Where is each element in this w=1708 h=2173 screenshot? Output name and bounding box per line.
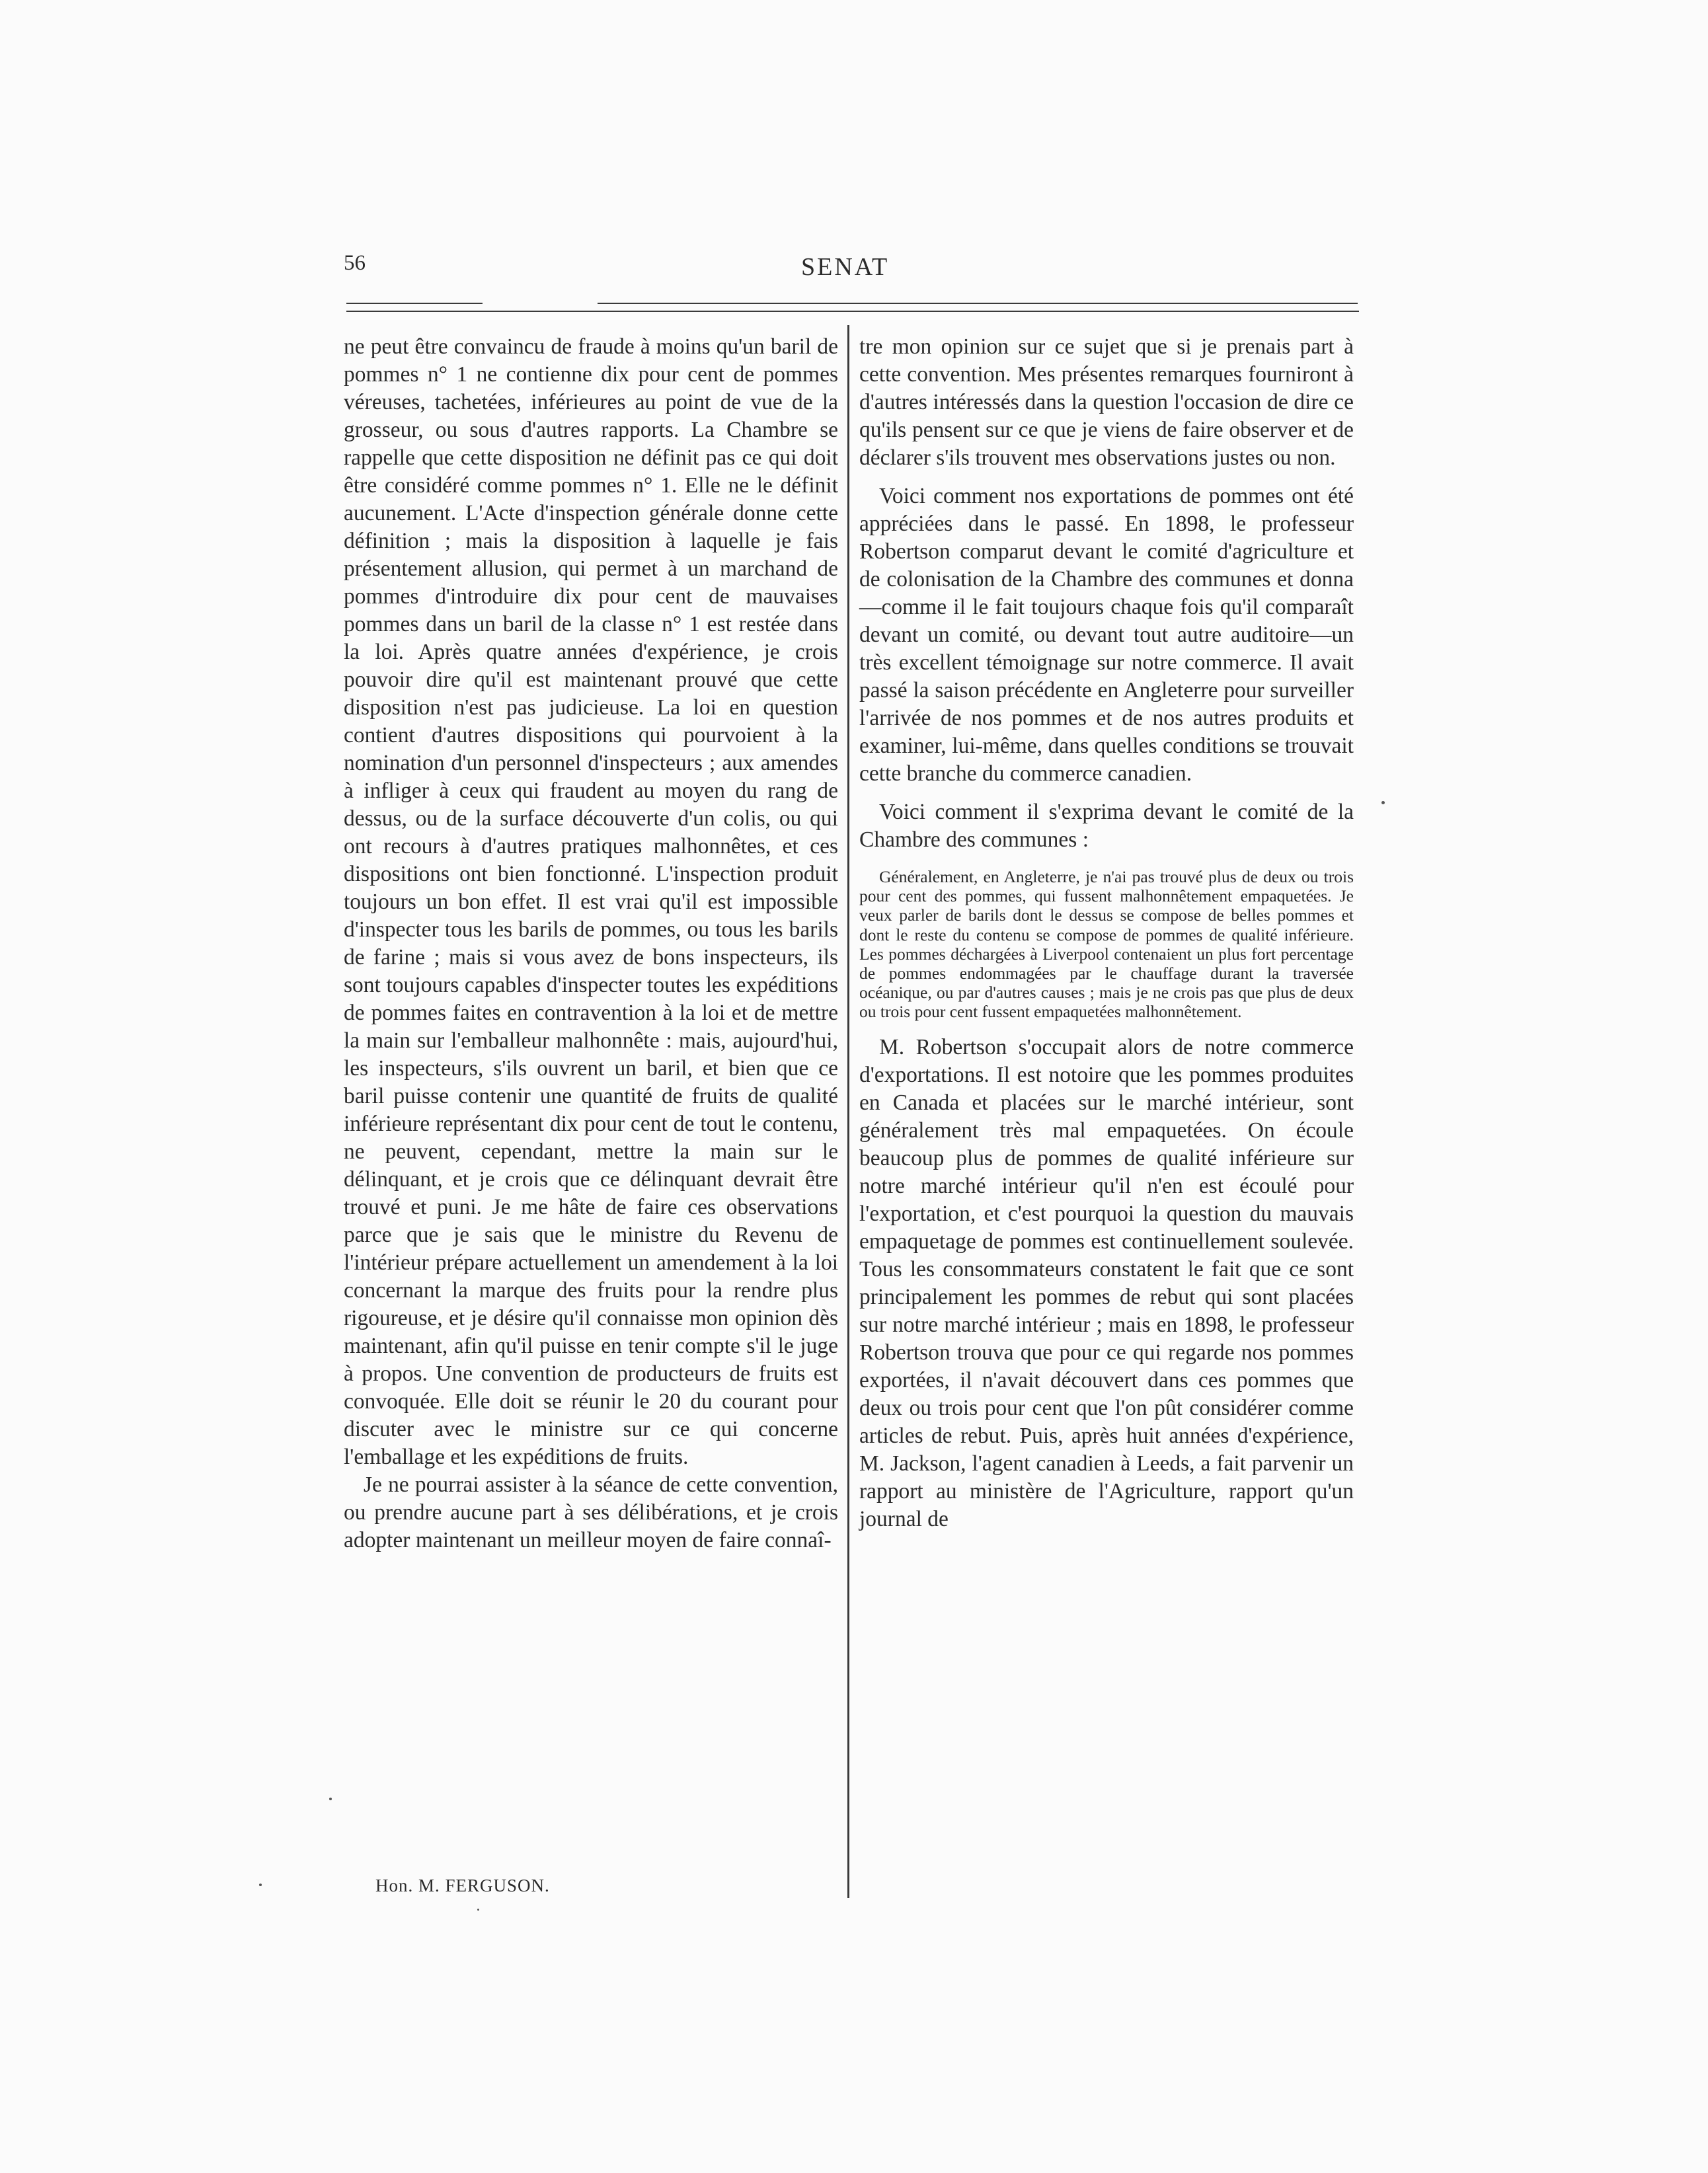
header-rule-short bbox=[346, 303, 483, 304]
scan-speck bbox=[329, 1798, 332, 1800]
header-rule-long bbox=[598, 303, 1358, 304]
right-paragraph-1: tre mon opinion sur ce sujet que si je prenais part à cette convention. Mes présentes remarques fourniront à d'autres intéressés dans la question l'occasion de dire ce qu'ils pensent sur ce que je viens de faire observer et de déclarer s'ils trouvent mes observations justes ou non. bbox=[859, 334, 1354, 470]
left-paragraph-1: ne peut être convaincu de fraude à moins qu'un baril de pommes n° 1 ne contienne dix pour cent de pommes véreuses, tachetées, inférieures au point de vue de la grosseur, ou sous d'autres rapports. La Chambre se rappelle que cette disposition ne définit pas ce qui doit être considéré comme pommes n° 1. Elle ne le définit aucunement. L'Acte d'inspection générale donne cette définition ; mais la disposition à laquelle je fais présentement allusion, qui permet à un marchand de pommes d'introduire dix pour cent de mauvaises pommes dans un baril de la classe n° 1 est restée dans la loi. Après quatre années d'expérience, je crois pouvoir dire qu'il est maintenant prouvé que cette disposition n'est pas judicieuse. La loi en question contient d'autres dispositions qui pourvoient à la nomination d'un personnel d'inspecteurs ; aux amendes à infliger à ceux qui fraudent au moyen du rang de dessus, ou de la surface découverte d'un colis, ou qui ont recours à d'autres pratiques malhonnêtes, et ces dispositions ont bien fonctionné. L'inspection produit toujours un bon effet. Il est vrai qu'il est impossible d'inspecter tous les barils de pommes, ou tous les barils de farine ; mais si vous avez de bons inspecteurs, ils sont toujours capables d'inspecter toutes les expéditions de pommes faites en contravention à la loi et de mettre la main sur l'emballeur malhonnête : mais, aujourd'hui, les inspecteurs, s'ils ouvrent un baril, et bien que ce baril puisse contenir une quantité de fruits de qualité inférieure représentant dix pour cent de tout le contenu, ne peuvent, cependant, mettre la main sur le délinquant, et je crois que ce délinquant devrait être trouvé et puni. Je me hâte de faire ces observations parce que je sais que le ministre du Revenu de l'intérieur prépare actuellement un amendement à la loi concernant la marque des fruits pour la rendre plus rigoureuse, et je désire qu'il connaisse mon opinion dès maintenant, afin qu'il puisse en tenir compte s'il le juge à propos. Une convention de producteurs de fruits est convoquée. Elle doit se réunir le 20 du courant pour discuter avec le ministre sur ce qui concerne l'emballage et les expéditions de fruits. bbox=[344, 334, 838, 1469]
speaker-footer: Hon. M. FERGUSON. bbox=[375, 1876, 550, 1895]
page-number: 56 bbox=[344, 251, 366, 275]
right-paragraph-closing: M. Robertson s'occupait alors de notre commerce d'exportations. Il est notoire que les pommes produites en Canada et placées sur le marché intérieur, sont généralement très mal empaquetées. On écoule beaucoup plus de pommes de qualité inférieure sur notre marché intérieur qu'il n'en est écoulé pour l'exportation, et c'est pourquoi la question du mauvais empaquetage de pommes est continuellement soulevée. Tous les consommateurs constatent le fait que ce sont principalement les pommes de rebut qui sont placées sur notre marché intérieur ; mais en 1898, le professeur Robertson trouva que pour ce qui regarde nos pommes exportées, il n'avait découvert dans ces pommes que deux ou trois pour cent que l'on pût considérer comme articles de rebut. Puis, après huit années d'expérience, M. Jackson, l'agent canadien à Leeds, a fait parvenir un rapport au ministère de l'Agriculture, rapport qu'un journal de bbox=[859, 1034, 1354, 1531]
right-paragraph-3: Voici comment il s'exprima devant le comité de la Chambre des communes : bbox=[859, 800, 1354, 852]
right-paragraph-2: Voici comment nos exportations de pommes ont été appréciées dans le passé. En 1898, le professeur Robertson comparut devant le comité d'agriculture et de colonisation de la Chambre des communes et donna —comme il le fait toujours chaque fois qu'il comparaît devant un comité, ou devant tout autre auditoire—un très excellent témoignage sur notre commerce. Il avait passé la saison précédente en Angleterre pour surveiller l'arrivée de nos pommes et de nos autres produits et examiner, lui-même, dans quelles conditions se trouvait cette branche du commerce canadien. bbox=[859, 484, 1354, 786]
scan-speck bbox=[477, 1909, 479, 1911]
scan-speck bbox=[1381, 801, 1385, 804]
column-divider bbox=[847, 325, 849, 1898]
header-rule-full bbox=[346, 311, 1359, 312]
testimony-quote: Généralement, en Angleterre, je n'ai pas trouvé plus de deux ou trois pour cent des pommes, qui fussent malhonnêtement empaquetées. Je veux parler de barils dont le dessus se compose de belles pommes et dont le reste du contenu se compose de pommes de qualité inférieure. Les pommes déchargées à Liverpool contenaient un plus fort percentage de pommes endommagées par le chauffage durant la traversée océanique, ou par d'autres causes ; mais je ne crois pas que plus de deux ou trois pour cent fussent empaquetées malhonnêtement. bbox=[859, 867, 1354, 1022]
left-paragraph-2: Je ne pourrai assister à la séance de cette convention, ou prendre aucune part à ses délibérations, et je crois adopter maintenant un meilleur moyen de faire connaî- bbox=[344, 1472, 838, 1552]
running-head: SENAT bbox=[801, 253, 890, 281]
scan-speck bbox=[259, 1884, 262, 1886]
left-column bbox=[344, 333, 838, 1554]
right-column bbox=[859, 333, 1354, 1533]
